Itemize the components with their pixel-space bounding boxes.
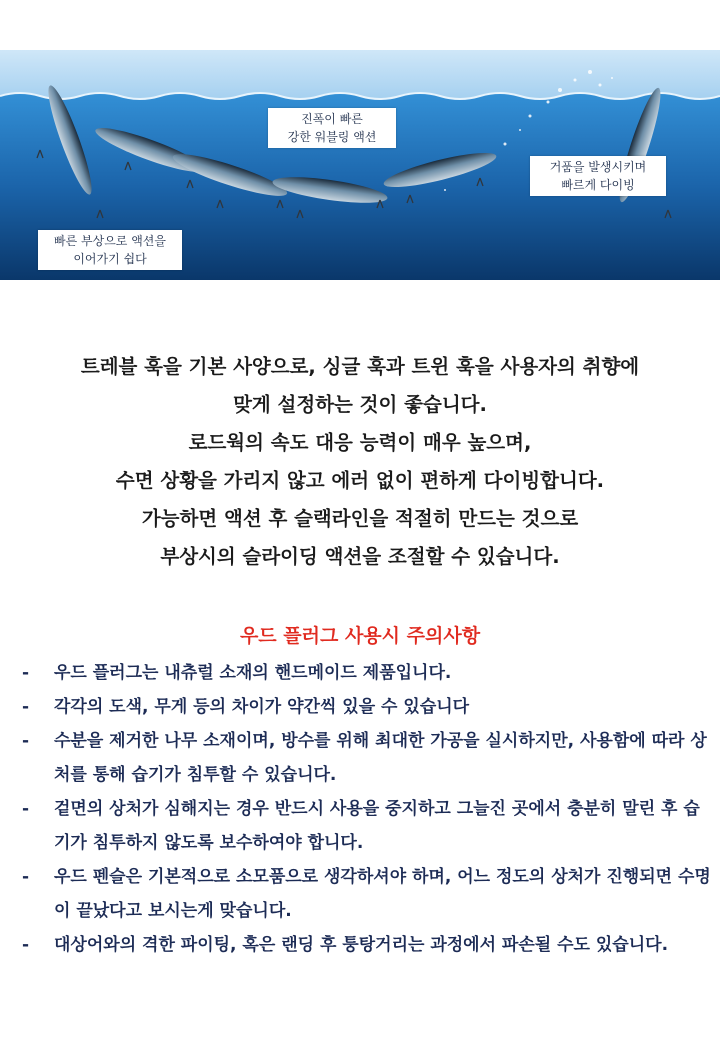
product-action-banner (0, 50, 720, 280)
caution-item (22, 928, 712, 962)
caution-item (22, 724, 712, 792)
caution-item (22, 860, 712, 928)
bullet-dash: - (22, 867, 30, 887)
bullet-dash: - (22, 697, 30, 717)
description-line: 로드웍의 속도 대응 능력이 매우 높으며, (188, 431, 532, 454)
description-line: 수면 상황을 가리지 않고 에러 없이 편하게 다이빙합니다. (115, 469, 605, 492)
caution-item-text: 각각의 도색, 무게 등의 차이가 약간씩 있을 수 있습니다 (54, 697, 470, 717)
caution-item-text: 수분을 제거한 나무 소재이며, 방수를 위해 최대한 가공을 실시하지만, 사용함에 따라 상처를 통해 습기가 침투할 수 있습니다. (54, 731, 707, 785)
bullet-dash: - (22, 799, 30, 819)
bullet-dash: - (22, 663, 30, 683)
callout-wobbling (268, 108, 396, 148)
caution-item (22, 690, 712, 724)
caution-list (22, 656, 712, 962)
bullet-dash: - (22, 731, 30, 751)
description-line: 맞게 설정하는 것이 좋습니다. (233, 393, 487, 416)
callout-diving-text: 거품을 발생시키며 빠르게 다이빙 (549, 160, 647, 192)
callout-surfacing (38, 230, 182, 270)
caution-item (22, 656, 712, 690)
caution-item-text: 대상어와의 격한 파이팅, 혹은 랜딩 후 퉁탕거리는 과정에서 파손될 수도 있습니다. (54, 935, 669, 955)
caution-item-text: 우드 플러그는 내츄럴 소재의 핸드메이드 제품입니다. (54, 663, 452, 683)
description-line: 가능하면 액션 후 슬랙라인을 적절히 만드는 것으로 (141, 507, 579, 530)
caution-title: 우드 플러그 사용시 주의사항 (239, 625, 481, 647)
callout-wobbling-text: 진폭이 빠른 강한 워블링 액션 (287, 112, 377, 144)
caution-item-text: 겉면의 상처가 심해지는 경우 반드시 사용을 중지하고 그늘진 곳에서 충분히 말린 후 습기가 침투하지 않도록 보수하여야 합니다. (54, 799, 700, 853)
caution-item-text: 우드 펜슬은 기본적으로 소모품으로 생각하셔야 하며, 어느 정도의 상처가 진행되면 수명이 끝났다고 보시는게 맞습니다. (54, 867, 711, 921)
bullet-dash: - (22, 935, 30, 955)
description-line: 부상시의 슬라이딩 액션을 조절할 수 있습니다. (160, 545, 560, 568)
description-line: 트레블 훅을 기본 사양으로, 싱글 훅과 트윈 훅을 사용자의 취향에 (80, 355, 640, 378)
callout-surfacing-text: 빠른 부상으로 액션을 이어가기 쉽다 (54, 234, 166, 266)
product-description (0, 348, 720, 576)
caution-item (22, 792, 712, 860)
callout-diving (530, 156, 666, 196)
